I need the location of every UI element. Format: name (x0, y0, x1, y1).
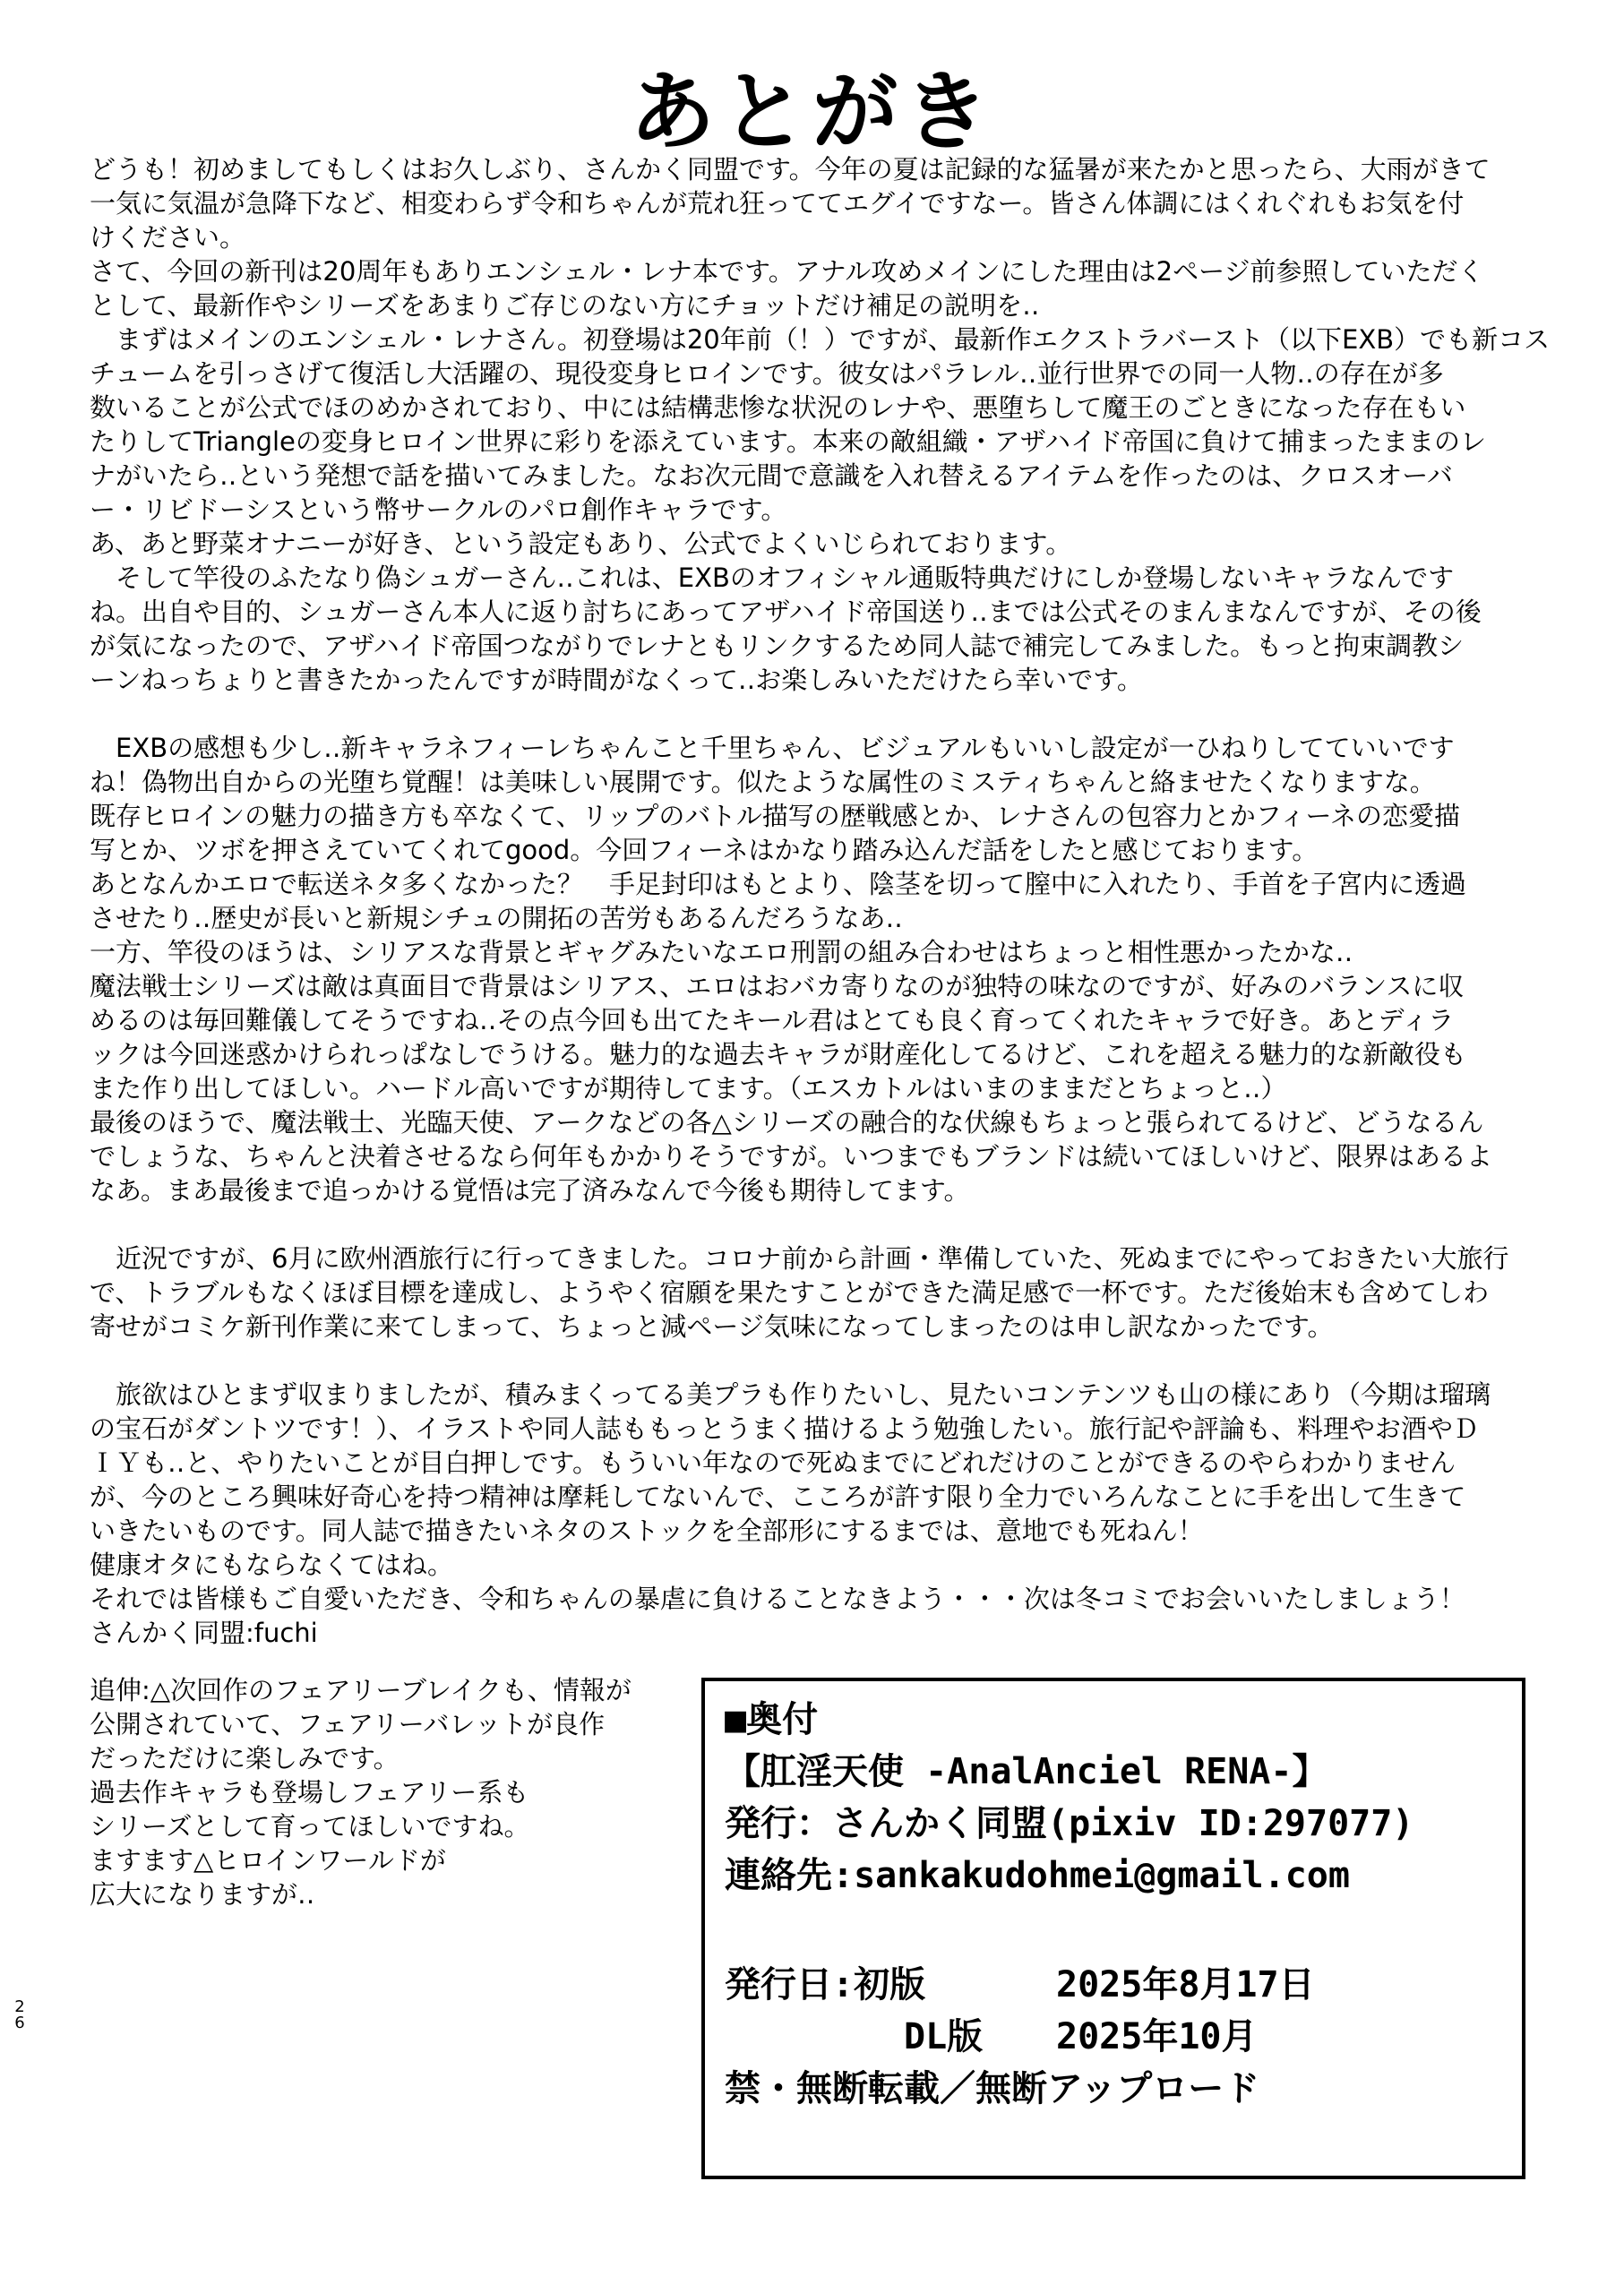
postscript-line: 過去作キャラも登場しフェアリー系も (90, 1777, 529, 1808)
body-line: めるのは毎回難儀してそうですね‥その点今回も出てたキール君はとても良く育ってくれたキャラで好き。あとディラ (90, 1005, 1455, 1035)
body-line: さて、今回の新刊は20周年もありエンシェル・レナ本です。アナル攻めメインにした理由は2ページ前参照していただく (90, 256, 1484, 287)
body-line: ーンねっちょりと書きたかったんですが時間がなくって‥お楽しみいただけたら幸いです。 (90, 665, 1143, 695)
postscript-line: シリーズとして育ってほしいですね。 (90, 1811, 530, 1842)
body-line: ー・リビドーシスという幣サークルのパロ創作キャラです。 (90, 494, 787, 525)
body-line: ックは今回迷惑かけられっぱなしでうける。魅力的な過去キャラが財産化してるけど、これを超える魅力的な新敵役も (90, 1039, 1467, 1069)
body-line: 魔法戦士シリーズは敵は真面目で背景はシリアス、エロはおバカ寄りなのが独特の味なのですが、好みのバランスに収 (90, 971, 1465, 1001)
body-line: それでは皆様もご自愛いただき、令和ちゃんの暴虐に負けることなきよう・・・次は冬コミでお会いいたしましょう！ (90, 1584, 1465, 1614)
body-line: の宝石がダントツです！）、イラストや同人誌ももっとうまく描けるよう勉強したい。旅行記や評論も、料理やお酒やＤ (90, 1413, 1479, 1444)
body-line: ね！偽物出自からの光堕ち覚醒！は美味しい展開です。似たような属性のミスティちゃんと絡ませたくなりますな。 (90, 767, 1436, 797)
body-line: なあ。まあ最後まで追っかける覚悟は完了済みなんで今後も期待してます。 (90, 1175, 970, 1206)
body-line: さんかく同盟:fuchi (90, 1618, 318, 1648)
body-line: また作り出してほしい。ハードル高いですが期待してます。（エスカトルはいまのままだとちょっと‥） (90, 1073, 1287, 1104)
postscript-line: 広大になりますが‥ (90, 1879, 315, 1910)
colophon-work-title: 【肛淫天使 -AnalAnciel RENA-】 (725, 1751, 1328, 1792)
body-line: 近況ですが、6月に欧州酒旅行に行ってきました。コロナ前から計画・準備していた、死ぬまでにやっておきたい大旅行 (90, 1243, 1509, 1274)
body-line: が、今のところ興味好奇心を持つ精神は摩耗してないんで、こころが許す限り全力でいろんなことに手を出して生きて (90, 1481, 1466, 1512)
body-line: あとなんかエロで転送ネタ多くなかった？ 手足封印はもとより、陰茎を切って膣中に入れたり、手首を子宮内に透過 (90, 869, 1467, 899)
body-line: あ、あと野菜オナニーが好き、という設定もあり、公式でよくいじられております。 (90, 528, 1072, 559)
body-line: 既存ヒロインの魅力の描き方も卒なくて、リップのバトル描写の歴戦感とか、レナさんの包容力とかフィーネの恋愛描 (90, 801, 1461, 831)
body-line: 一気に気温が急降下など、相変わらず令和ちゃんが荒れ狂っててエグイですなー。皆さん体調にはくれぐれもお気を付 (90, 188, 1465, 219)
body-line: が気になったので、アザハイド帝国つながりでレナともリンクするため同人誌で補完してみました。もっと拘束調教シ (90, 631, 1465, 661)
body-line: ＩＹも‥と、やりたいことが目白押しです。もういい年なので死ぬまでにどれだけのことができるのやらわかりません (90, 1447, 1456, 1478)
body-line: EXBの感想も少し‥新キャラネフィーレちゃんこと千里ちゃん、ビジュアルもいいし設定が一ひねりしてていいです (90, 733, 1455, 763)
afterword-body (90, 152, 1568, 1650)
colophon-notice: 禁・無断転載／無断アップロード (725, 2068, 1260, 2109)
body-line: 旅欲はひとまず収まりましたが、積みまくってる美プラも作りたいし、見たいコンテンツも山の様にあり（今期は瑠璃 (90, 1379, 1491, 1410)
body-line: 写とか、ツボを押さえていてくれてgood。今回フィーネはかなり踏み込んだ話をしたと感じております。 (90, 835, 1319, 865)
body-line: チュームを引っさげて復活し大活躍の、現役変身ヒロインです。彼女はパラレル‥並行世界での同一人物‥の存在が多 (90, 358, 1444, 389)
body-line: ナがいたら‥という発想で話を描いてみました。なお次元間で意識を入れ替えるアイテムを作ったのは、クロスオーバ (90, 460, 1453, 491)
blank-line (90, 1344, 1568, 1378)
body-line: 数いることが公式でほのめかされており、中には結構悲惨な状況のレナや、悪堕ちして魔王のごときになった存在もい (90, 392, 1466, 423)
dl-label: DL版 (904, 2016, 984, 2057)
colophon-contact: 連絡先:sankakudohmei@gmail.com (725, 1855, 1350, 1896)
body-line: どうも！初めましてもしくはお久しぶり、さんかく同盟です。今年の夏は記録的な猛暑が来たかと思ったら、大雨がきて (90, 154, 1491, 185)
body-line: でしょうな、ちゃんと決着させるなら何年もかかりそうですが。いつまでもブランドは続いてほしいけど、限界はあるよ (90, 1141, 1493, 1172)
colophon-dl-edition (725, 2011, 1522, 2063)
body-line: させたり‥歴史が長いと新規シチュの開拓の苦労もあるんだろうなあ‥ (90, 903, 903, 933)
body-line: たりしてTriangleの変身ヒロイン世界に彩りを添えています。本来の敵組織・アザハイド帝国に負けて捕まったままのレ (90, 426, 1486, 457)
body-line: そして竿役のふたなり偽シュガーさん‥これは、EXBのオフィシャル通販特典だけにしか登場しないキャラなんです (90, 563, 1455, 593)
postscript-line: だっただけに楽しみです。 (90, 1743, 400, 1773)
dl-date: 2025年10月 (1056, 2016, 1258, 2057)
colophon-heading: ■奥付 (725, 1699, 819, 1740)
postscript (90, 1673, 681, 1911)
body-line: 一方、竿役のほうは、シリアスな背景とギャグみたいなエロ刑罰の組み合わせはちょっと相性悪かったかな‥ (90, 937, 1353, 967)
body-line: いきたいものです。同人誌で描きたいネタのストックを全部形にするまでは、意地でも死ねん！ (90, 1516, 1204, 1546)
page-number: 26 (14, 1997, 25, 2032)
body-line: まずはメインのエンシェル・レナさん。初登場は20年前（！）ですが、最新作エクストラバースト（以下EXB）でも新コス (90, 324, 1551, 355)
body-line: けください。 (90, 222, 246, 253)
colophon-first-edition (725, 1959, 1522, 2011)
body-line: 最後のほうで、魔法戦士、光臨天使、アークなどの各△シリーズの融合的な伏線もちょっと張られてるけど、どうなるん (90, 1107, 1484, 1138)
blank-line (90, 1207, 1568, 1241)
colophon-publisher: 発行：さんかく同盟(pixiv ID:297077) (725, 1803, 1414, 1844)
postscript-line: 追伸:△次回作のフェアリーブレイクも、情報が (90, 1675, 632, 1705)
colophon-box (701, 1678, 1525, 2179)
blank-line (90, 697, 1568, 731)
date-label: 発行日:初版 (725, 1964, 926, 2005)
page-title: あとがき (629, 62, 995, 162)
postscript-line: ますます△ヒロインワールドが (90, 1845, 446, 1876)
body-line: 健康オタにもならなくてはね。 (90, 1550, 454, 1580)
date-first: 2025年8月17日 (1056, 1964, 1315, 2005)
body-line: ね。出自や目的、シュガーさん本人に返り討ちにあってアザハイド帝国送り‥までは公式そのまんまなんですが、その後 (90, 597, 1482, 627)
body-line: で、トラブルもなくほぼ目標を達成し、ようやく宿願を果たすことができた満足感で一杯です。ただ後始末も含めてしわ (90, 1277, 1489, 1308)
postscript-line: 公開されていて、フェアリーバレットが良作 (90, 1709, 606, 1739)
body-line: として、最新作やシリーズをあまりご存じのない方にチョットだけ補足の説明を‥ (90, 290, 1040, 321)
body-line: 寄せがコミケ新刊作業に来てしまって、ちょっと減ページ気味になってしまったのは申し訳なかったです。 (90, 1311, 1334, 1342)
